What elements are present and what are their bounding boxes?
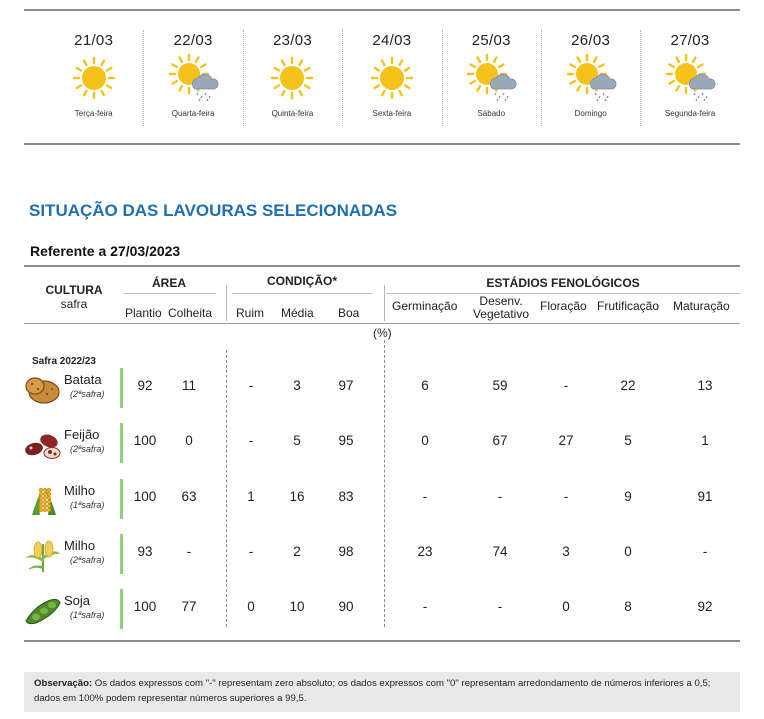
header-desenv	[466, 295, 536, 321]
weather-date: 27/03	[670, 32, 710, 49]
header-germinacao: Germinação	[392, 299, 458, 313]
header-condicao: CONDIÇÃO*	[266, 274, 337, 288]
weather-day	[143, 18, 242, 136]
table-cell: 92	[137, 378, 153, 393]
table-cell: 11	[181, 378, 196, 393]
soybean-icon	[22, 593, 64, 627]
condicao-underline	[232, 293, 372, 294]
crop-safra: (2ªsafra)	[70, 555, 105, 565]
table-cell: 8	[624, 599, 632, 614]
table-cell: 0	[185, 433, 193, 448]
potato-icon	[22, 372, 64, 406]
header-ruim: Ruim	[236, 306, 265, 320]
weather-day-name: Terça-feira	[74, 109, 113, 118]
crop-safra: (2ªsafra)	[70, 389, 105, 399]
table-cell: -	[248, 433, 254, 448]
header-separator-1	[226, 285, 227, 321]
header-frutificacao: Frutificação	[597, 299, 660, 313]
sun-rain-cloud-icon	[463, 53, 519, 103]
weather-date: 26/03	[571, 32, 611, 49]
crop-cell	[22, 536, 122, 576]
header-unit: (%)	[373, 326, 392, 340]
table-cell: 13	[697, 378, 713, 393]
weather-day-name: Segunda-feira	[664, 109, 716, 118]
table-cell: 100	[133, 599, 157, 614]
table-cell: 0	[624, 544, 632, 559]
table-cell: -	[422, 599, 428, 614]
weather-day-name: Sexta-feira	[372, 109, 412, 118]
crop-safra: (1ªsafra)	[70, 610, 105, 620]
table-cell: 1	[701, 433, 709, 448]
table-cell: 0	[247, 599, 255, 614]
weather-forecast	[44, 18, 740, 136]
table-cell: 97	[338, 378, 354, 393]
header-desenv-line1: Desenv.	[479, 294, 523, 308]
weather-date: 22/03	[173, 32, 213, 49]
sun-rain-cloud-icon	[563, 53, 619, 103]
sun-icon	[264, 53, 320, 103]
table-cell: 74	[492, 544, 508, 559]
header-desenv-line2: Vegetativo	[472, 307, 530, 321]
table-cell: -	[563, 489, 569, 504]
table-cell: 92	[697, 599, 713, 614]
weather-date: 24/03	[372, 32, 412, 49]
table-cell: 5	[293, 433, 301, 448]
crop-highlight-bar	[120, 368, 123, 408]
crop-name: Soja	[64, 593, 91, 608]
weather-day	[442, 18, 541, 136]
table-cell: 77	[181, 599, 197, 614]
table-cell: 100	[133, 489, 157, 504]
header-estadios: ESTÁDIOS FENOLÓGICOS	[486, 276, 640, 290]
crop-highlight-bar	[120, 423, 123, 463]
header-separator-2	[384, 285, 385, 321]
weather-day-name: Domingo	[574, 109, 607, 118]
table-cell: 0	[562, 599, 570, 614]
header-maturacao: Maturação	[673, 299, 730, 313]
sun-icon	[364, 53, 420, 103]
table-cell: 67	[492, 433, 508, 448]
weather-day	[44, 18, 143, 136]
table-cell: -	[702, 544, 708, 559]
reference-date: Referente a 27/03/2023	[30, 243, 181, 259]
crop-name: Batata	[64, 372, 102, 387]
section-title: SITUAÇÃO DAS LAVOURAS SELECIONADAS	[29, 201, 398, 220]
weather-date: 21/03	[74, 32, 114, 49]
header-area: ÁREA	[151, 276, 186, 290]
estadios-underline	[386, 293, 740, 294]
table-cell: -	[186, 544, 192, 559]
crop-name: Feijão	[64, 427, 100, 442]
crop-safra: (2ªsafra)	[70, 444, 105, 454]
crop-highlight-bar	[120, 589, 123, 629]
table-cell: 22	[620, 378, 636, 393]
table-cell: 16	[289, 489, 305, 504]
weather-date: 23/03	[272, 32, 312, 49]
table-cell: 3	[562, 544, 570, 559]
observation-text: Os dados expressos com "-" representam zero absoluto; os dados expressos com "0" representam arredondamento de números inferiores a 0,5; dados em 100% podem representar números superiores a 99,5.	[34, 678, 711, 704]
crop-name: Milho	[64, 483, 96, 498]
header-bottom-rule	[24, 323, 740, 324]
bean-icon	[22, 427, 64, 461]
corn-cob-icon	[22, 483, 64, 517]
corn-plant-icon	[22, 538, 64, 572]
table-top-rule	[24, 265, 740, 267]
crop-name: Milho	[64, 538, 96, 553]
table-cell: -	[248, 544, 254, 559]
header-floracao: Floração	[540, 299, 587, 313]
table-cell: 0	[421, 433, 429, 448]
crop-safra: (1ªsafra)	[70, 500, 105, 510]
crop-cell	[22, 370, 122, 410]
body-separator-2	[384, 340, 385, 627]
crop-highlight-bar	[120, 479, 123, 519]
table-cell: -	[497, 599, 503, 614]
table-cell: -	[497, 489, 503, 504]
safra-label: Safra 2022/23	[32, 356, 96, 367]
table-cell: 83	[338, 489, 354, 504]
top-rule	[24, 9, 740, 11]
table-cell: -	[422, 489, 428, 504]
table-bottom-rule	[24, 640, 740, 642]
sun-rain-cloud-icon	[165, 53, 221, 103]
crop-cell	[22, 481, 122, 521]
table-cell: 6	[421, 378, 429, 393]
table-cell: 5	[624, 433, 632, 448]
table-cell: 100	[133, 433, 157, 448]
crop-highlight-bar	[120, 534, 123, 574]
table-cell: 10	[289, 599, 305, 614]
table-cell: 23	[417, 544, 433, 559]
table-cell: 95	[338, 433, 354, 448]
table-cell: 27	[558, 433, 574, 448]
observation-label: Observação:	[34, 678, 93, 689]
table-cell: -	[563, 378, 569, 393]
weather-day	[243, 18, 342, 136]
sun-icon	[66, 53, 122, 103]
weather-day-name: Sábado	[477, 109, 506, 118]
table-cell: 91	[697, 489, 713, 504]
table-cell: 59	[492, 378, 508, 393]
crop-cell	[22, 591, 122, 631]
table-cell: 2	[293, 544, 301, 559]
table-cell: -	[248, 378, 254, 393]
table-cell: 63	[181, 489, 197, 504]
header-media: Média	[281, 306, 314, 320]
crop-cell	[22, 425, 122, 465]
weather-day-name: Quarta-feira	[171, 109, 215, 118]
weather-date: 25/03	[471, 32, 511, 49]
header-safra: safra	[60, 297, 88, 311]
table-cell: 9	[624, 489, 632, 504]
header-plantio: Plantio	[125, 306, 162, 320]
weather-bottom-rule	[24, 143, 740, 145]
table-cell: 90	[338, 599, 354, 614]
weather-day	[640, 18, 739, 136]
sun-rain-cloud-icon	[662, 53, 718, 103]
weather-day	[342, 18, 441, 136]
table-cell: 3	[293, 378, 301, 393]
table-cell: 93	[137, 544, 153, 559]
weather-day-name: Quinta-feira	[271, 109, 314, 118]
header-colheita: Colheita	[168, 306, 213, 320]
header-cultura: CULTURA	[45, 283, 103, 297]
header-boa: Boa	[338, 306, 360, 320]
table-cell: 98	[338, 544, 354, 559]
body-separator-1	[226, 350, 227, 627]
area-underline	[124, 293, 216, 294]
table-cell: 1	[247, 489, 255, 504]
observation-note	[24, 672, 740, 712]
weather-day	[541, 18, 640, 136]
